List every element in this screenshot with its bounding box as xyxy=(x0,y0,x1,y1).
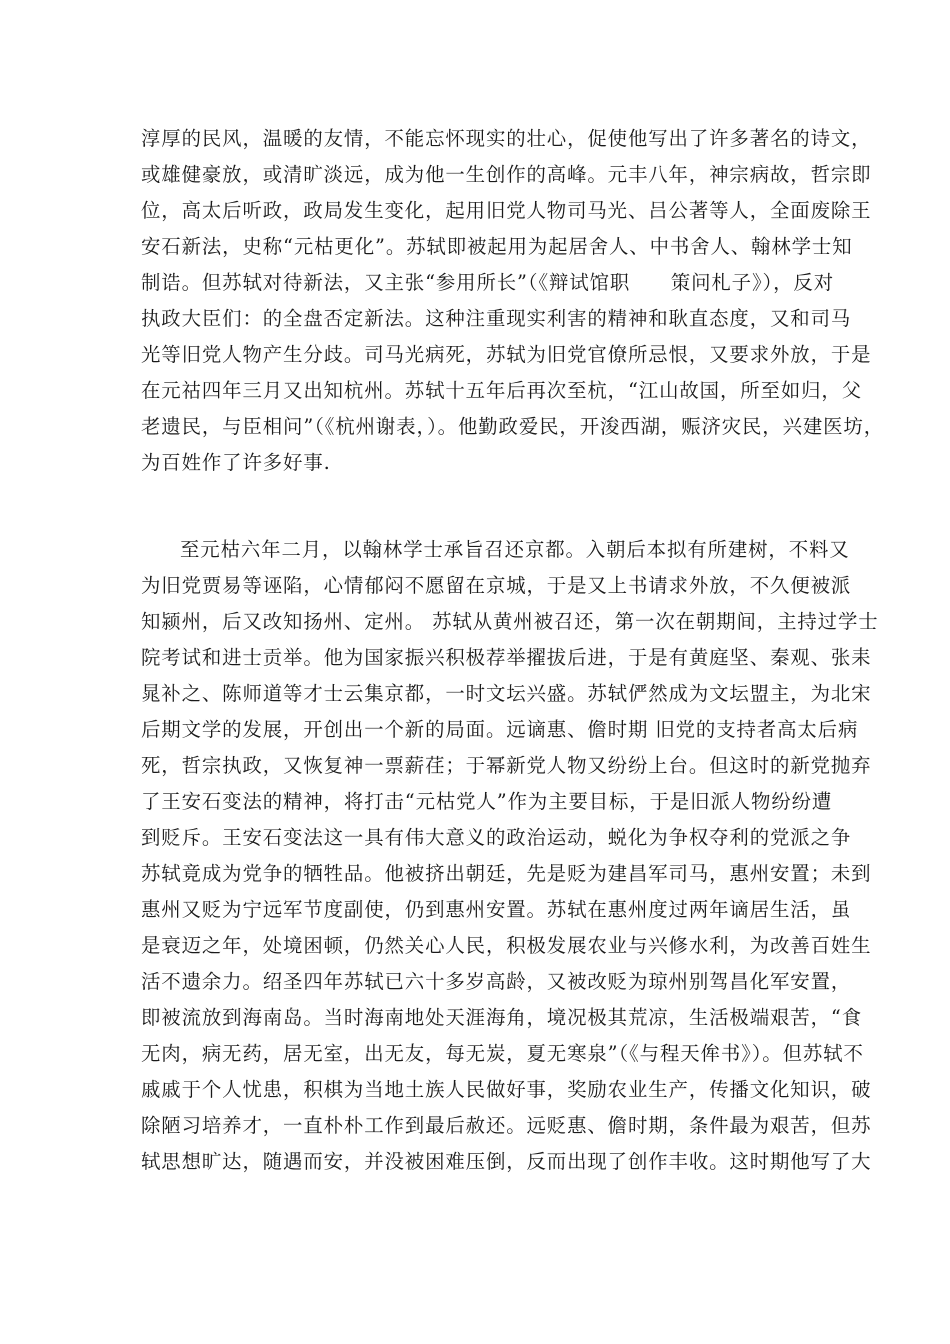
text-line: 活不遗余力。绍圣四年苏轼已六十多岁高龄，又被改贬为琼州别驾昌化军安置， xyxy=(141,970,852,993)
text-line: 是衰迈之年，处境困顿，仍然关心人民，积极发展农业与兴修水利，为改善百姓生 xyxy=(141,934,872,957)
text-line: 为百姓作了许多好事. xyxy=(141,451,331,474)
text-line: 光等旧党人物产生分歧。司马光病死，苏轼为旧党官僚所忌恨，又要求外放，于是 xyxy=(141,343,872,366)
text-line: 后期文学的发展，开创出一个新的局面。远谪惠、儋时期 旧党的支持者高太后病 xyxy=(141,718,859,741)
text-line: 位，高太后听政，政局发生变化，起用旧党人物司马光、吕公著等人，全面废除王 xyxy=(141,199,872,222)
text-line: 院考试和进士贡举。他为国家振兴积极荐举擢拔后进，于是有黄庭坚、秦观、张耒 xyxy=(141,646,872,669)
text-line: 淳厚的民风，温暖的友情，不能忘怀现实的壮心，促使他写出了许多著名的诗文， xyxy=(141,127,872,150)
text-line: 除陋习培养才，一直朴朴工作到最后赦还。远贬惠、儋时期，条件最为艰苦，但苏 xyxy=(141,1114,872,1137)
text-line: 在元祜四年三月又出知杭州。苏轼十五年后再次至杭，“江山故国，所至如归，父 xyxy=(141,379,862,402)
text-line: 制诰。但苏轼对待新法，又主张“参用所长”（《辩试馆职 策问札子》），反对 xyxy=(141,271,834,294)
text-line: 知颍州，后又改知扬州、定州。 苏轼从黄州被召还，第一次在朝期间，主持过学士 xyxy=(141,610,879,633)
text-line: 苏轼竟成为党争的牺牲品。他被挤出朝廷，先是贬为建昌军司马，惠州安置；未到 xyxy=(141,862,872,885)
text-line: 或雄健豪放，或清旷淡远，成为他一生创作的高峰。元丰八年，神宗病故，哲宗即 xyxy=(141,163,872,186)
text-line: 了王安石变法的精神，将打击“元枯党人”作为主要目标，于是旧派人物纷纷遭 xyxy=(141,790,833,813)
text-line: 到贬斥。王安石变法这一具有伟大意义的政治运动，蜕化为争权夺利的党派之争 xyxy=(141,826,852,849)
text-line: 老遗民，与臣相问”（《杭州谢表，）。他勤政爱民，开浚西湖，赈济灾民，兴建医坊， xyxy=(141,415,885,438)
text-line: 执政大臣们：的全盘否定新法。这种注重现实利害的精神和耿直态度，又和司马 xyxy=(141,307,852,330)
text-line: 戚戚于个人忧患，积棋为当地土族人民做好事，奖励农业生产，传播文化知识，破 xyxy=(141,1078,872,1101)
text-line: 为旧党贾易等诬陷，心情郁闷不愿留在京城，于是又上书请求外放，不久便被派 xyxy=(141,574,852,597)
text-line: 惠州又贬为宁远军节度副使，仍到惠州安置。苏轼在惠州度过两年谪居生活，虽 xyxy=(141,898,852,921)
text-line: 至元枯六年二月，以翰林学士承旨召还京都。入朝后本拟有所建树，不料又 xyxy=(180,538,850,561)
text-line: 晁补之、陈师道等才士云集京都，一时文坛兴盛。苏轼俨然成为文坛盟主，为北宋 xyxy=(141,682,872,705)
text-line: 安石新法，史称“元枯更化”。苏轼即被起用为起居舍人、中书舍人、翰林学士知 xyxy=(141,235,853,258)
text-line: 死，哲宗执政，又恢复神一票薪荏；于幂新党人物又纷纷上台。但这时的新党抛弃 xyxy=(141,754,872,777)
text-line: 轼思想旷达，随遇而安，并没被困难压倒，反而出现了创作丰收。这时期他写了大 xyxy=(141,1150,872,1173)
text-line: 无肉，病无药，居无室，出无友，每无炭，夏无寒泉”（《与程天侔书》）。但苏轼不 xyxy=(141,1042,864,1065)
text-line: 即被流放到海南岛。当时海南地处天涯海角，境况极其荒凉，生活极端艰苦，“食 xyxy=(141,1006,862,1029)
